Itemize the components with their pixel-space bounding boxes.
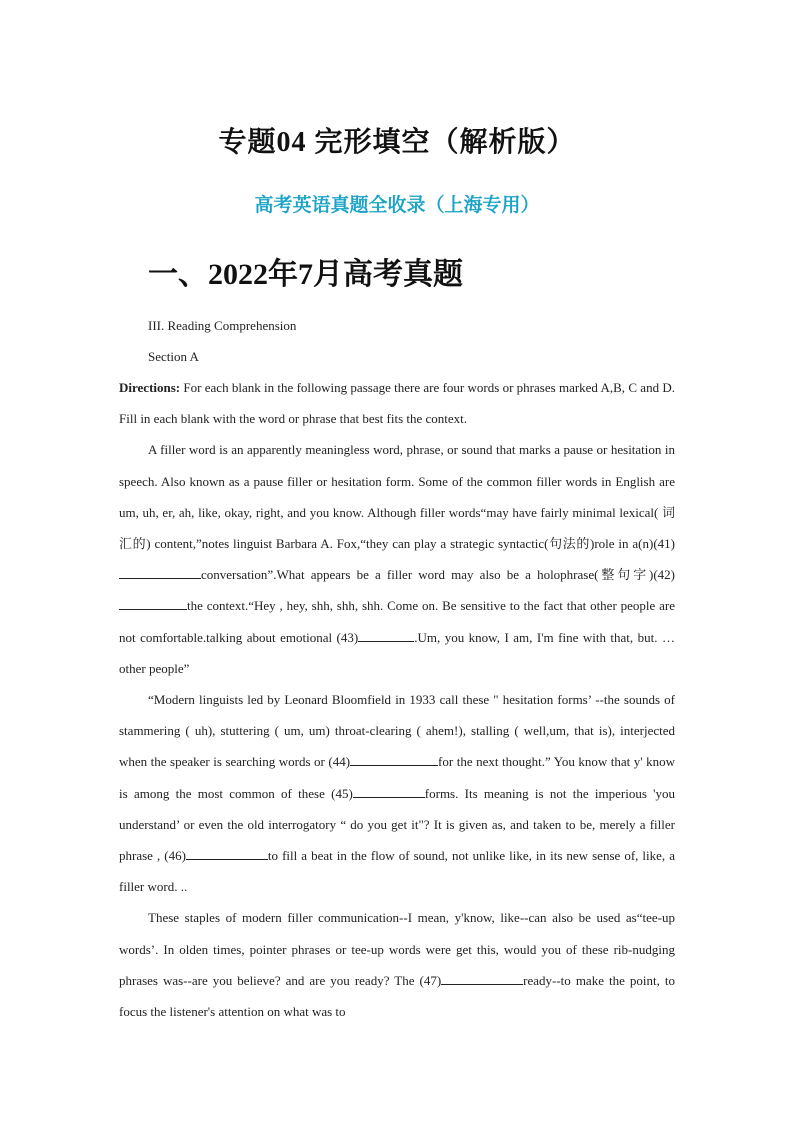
paragraph-text: for the next thought.” You know that y' know is among the most common of these (45): [119, 754, 675, 801]
part-label: III. Reading Comprehension: [148, 318, 297, 333]
directions-label: Directions:: [119, 380, 181, 395]
paragraph-text: A filler word is an apparently meaningless word, phrase, or sound that marks a pause or hesitation in speech. Also known as a pause filler or hesitation form. Some of the common filler words in English are um, uh, er, ah, like, okay, right, and you know. Although filler words“may have fairly minimal lexical( 词汇的) content,”notes linguist Barbara A. Fox,“they can play a strategic syntactic(句法的)role in a(n)(41): [119, 442, 675, 552]
paragraph-text: conversation”.What appears be a filler word may also be a holophrase(整句字)(42): [201, 567, 675, 583]
section-heading: 一、2022年7月高考真题: [148, 258, 463, 291]
answer-blank-41: [119, 565, 201, 579]
paragraph-text: .Um, you know, I am, I'm fine with that, but. …other people”: [119, 629, 675, 676]
document-subtitle: 高考英语真题全收录（上海专用）: [254, 195, 540, 216]
passage-paragraph-1: [119, 434, 675, 684]
answer-blank-46: [186, 846, 268, 860]
answer-blank-47: [441, 971, 523, 985]
answer-blank-44: [350, 752, 438, 766]
paragraph-text: “Modern linguists led by Leonard Bloomfield in 1933 call these " hesitation forms’ --the sounds of stammering ( uh), stuttering ( um, um) throat-clearing ( ahem!), stalling ( well,um, that is), interjected when the speaker is searching words or (44): [119, 692, 675, 770]
paragraph-text: These staples of modern filler communication--I mean, y'know, like--can also be used as“tee-up words’. In olden times, pointer phrases or tee-up words were get this, would you of these rib-nudging phrases was--are you believe? and are you ready? The (47): [119, 910, 675, 988]
paragraph-text: to fill a beat in the flow of sound, not unlike like, in its new sense of, like, a filler word. ..: [119, 848, 675, 895]
answer-blank-43: [358, 628, 414, 642]
directions-text: For each blank in the following passage there are four words or phrases marked A,B, C and D. Fill in each blank with the word or phrase that best fits the context.: [119, 380, 675, 427]
paragraph-text: the context.“Hey , hey, shh, shh, shh. Come on. Be sensitive to the fact that other people are not comfortable.talking about emotional (43): [119, 598, 675, 645]
answer-blank-42: [119, 596, 187, 610]
answer-blank-45: [353, 784, 425, 798]
paragraph-text: forms. Its meaning is not the imperious 'you understand’ or even the old interrogatory “ do you get it"? It is given as, and taken to be, merely a filler phrase , (46): [119, 785, 675, 864]
document-title: 专题04 完形填空（解析版）: [218, 127, 576, 158]
passage-paragraph-3: [119, 902, 675, 1027]
directions-paragraph: [119, 372, 675, 434]
passage-paragraph-2: [119, 684, 675, 902]
passage-body: [119, 372, 675, 1027]
section-label: Section A: [148, 349, 199, 364]
paragraph-text: ready--to make the point, to focus the listener's attention on what was to: [119, 972, 676, 1020]
